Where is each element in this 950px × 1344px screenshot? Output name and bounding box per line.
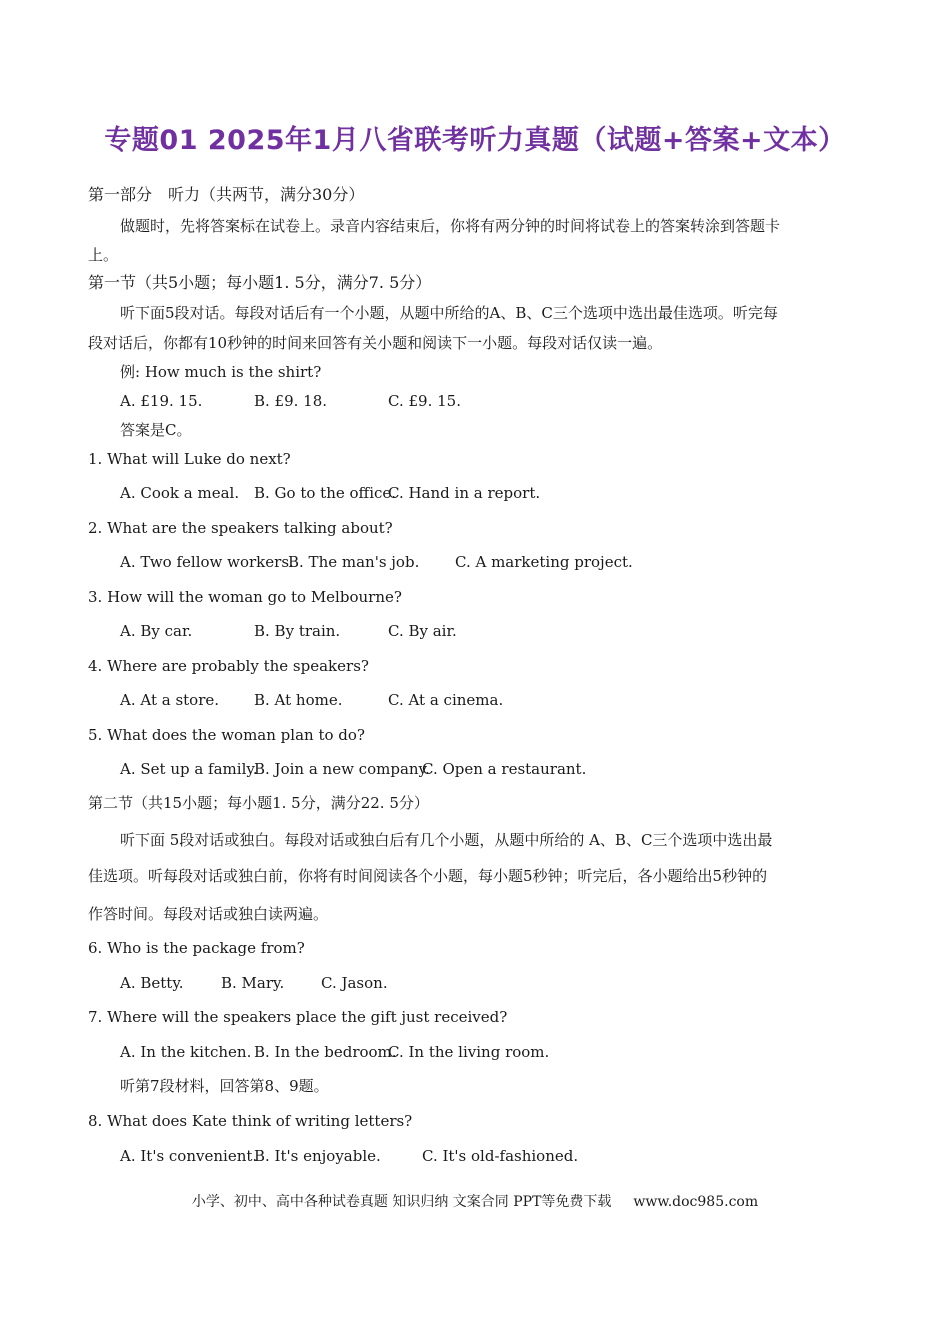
question-7: 7. Where will the speakers place the gift just received? bbox=[88, 1008, 508, 1026]
question-8-option-b: B. It's enjoyable. bbox=[254, 1147, 381, 1165]
question-2: 2. What are the speakers talking about? bbox=[88, 519, 393, 537]
section2-instr-line2: 佳选项。听每段对话或独白前，你将有时间阅读各个小题，每小题5秒钟；听完后，各小题给出5秒钟的 bbox=[88, 867, 768, 885]
question-3-option-a: A. By car. bbox=[120, 622, 193, 640]
question-4: 4. Where are probably the speakers? bbox=[88, 657, 369, 675]
question-7-option-b: B. In the bedroom. bbox=[254, 1043, 397, 1061]
question-3-option-c: C. By air. bbox=[388, 622, 457, 640]
page-title: 专题01 2025年1月八省联考听力真题（试题+答案+文本） bbox=[104, 125, 846, 156]
question-1: 1. What will Luke do next? bbox=[88, 450, 291, 468]
material-7-note: 听第7段材料，回答第8、9题。 bbox=[120, 1077, 329, 1095]
question-6-option-b: B. Mary. bbox=[221, 974, 285, 992]
question-2-option-b: B. The man's job. bbox=[288, 553, 420, 571]
question-5-option-a: A. Set up a family. bbox=[120, 760, 258, 778]
question-1-option-a: A. Cook a meal. bbox=[120, 484, 240, 502]
footer-url-link[interactable]: www.doc985.com bbox=[633, 1194, 759, 1210]
part1-heading: 第一部分 听力（共两节，满分30分） bbox=[88, 185, 365, 204]
example-option-b: B. £9. 18. bbox=[254, 392, 328, 410]
section2-instr-line3: 作答时间。每段对话或独白读两遍。 bbox=[88, 905, 329, 923]
question-4-option-b: B. At home. bbox=[254, 691, 343, 709]
question-6: 6. Who is the package from? bbox=[88, 939, 305, 957]
question-2-option-a: A. Two fellow workers. bbox=[120, 553, 294, 571]
question-1-option-b: B. Go to the office. bbox=[254, 484, 397, 502]
part1-intro-line1: 做题时，先将答案标在试卷上。录音内容结束后，你将有两分钟的时间将试卷上的答案转涂到答题卡 bbox=[120, 217, 781, 235]
section1-instr-line2: 段对话后，你都有10秒钟的时间来回答有关小题和阅读下一小题。每段对话仅读一遍。 bbox=[88, 334, 663, 352]
section1-heading: 第一节（共5小题；每小题1. 5分，满分7. 5分） bbox=[88, 273, 432, 292]
question-5: 5. What does the woman plan to do? bbox=[88, 726, 365, 744]
example-option-a: A. £19. 15. bbox=[120, 392, 203, 410]
question-5-option-c: C. Open a restaurant. bbox=[422, 760, 587, 778]
question-2-option-c: C. A marketing project. bbox=[455, 553, 633, 571]
question-4-option-a: A. At a store. bbox=[120, 691, 220, 709]
example-question: 例: How much is the shirt? bbox=[120, 363, 322, 381]
question-3: 3. How will the woman go to Melbourne? bbox=[88, 588, 402, 606]
question-5-option-b: B. Join a new company. bbox=[254, 760, 430, 778]
question-8: 8. What does Kate think of writing letters? bbox=[88, 1112, 413, 1130]
footer-text: 小学、初中、高中各种试卷真题 知识归纳 文案合同 PPT等免费下载 bbox=[191, 1194, 612, 1210]
example-option-c: C. £9. 15. bbox=[388, 392, 461, 410]
question-7-option-c: C. In the living room. bbox=[388, 1043, 550, 1061]
question-8-option-a: A. It's convenient. bbox=[120, 1147, 258, 1165]
question-4-option-c: C. At a cinema. bbox=[388, 691, 504, 709]
question-6-option-c: C. Jason. bbox=[321, 974, 388, 992]
section1-instr-line1: 听下面5段对话。每段对话后有一个小题，从题中所给的A、B、C三个选项中选出最佳选项。听完每 bbox=[120, 304, 778, 322]
section2-instr-line1: 听下面 5段对话或独白。每段对话或独白后有几个小题，从题中所给的 A、B、C三个选项中选出最 bbox=[120, 831, 773, 849]
question-1-option-c: C. Hand in a report. bbox=[388, 484, 541, 502]
part1-intro-line2: 上。 bbox=[88, 246, 119, 264]
section2-heading: 第二节（共15小题；每小题1. 5分，满分22. 5分） bbox=[88, 794, 429, 812]
example-answer: 答案是C。 bbox=[120, 421, 192, 439]
page-footer bbox=[0, 1191, 950, 1211]
question-6-option-a: A. Betty. bbox=[120, 974, 184, 992]
question-3-option-b: B. By train. bbox=[254, 622, 341, 640]
question-8-option-c: C. It's old-fashioned. bbox=[422, 1147, 579, 1165]
question-7-option-a: A. In the kitchen. bbox=[120, 1043, 252, 1061]
